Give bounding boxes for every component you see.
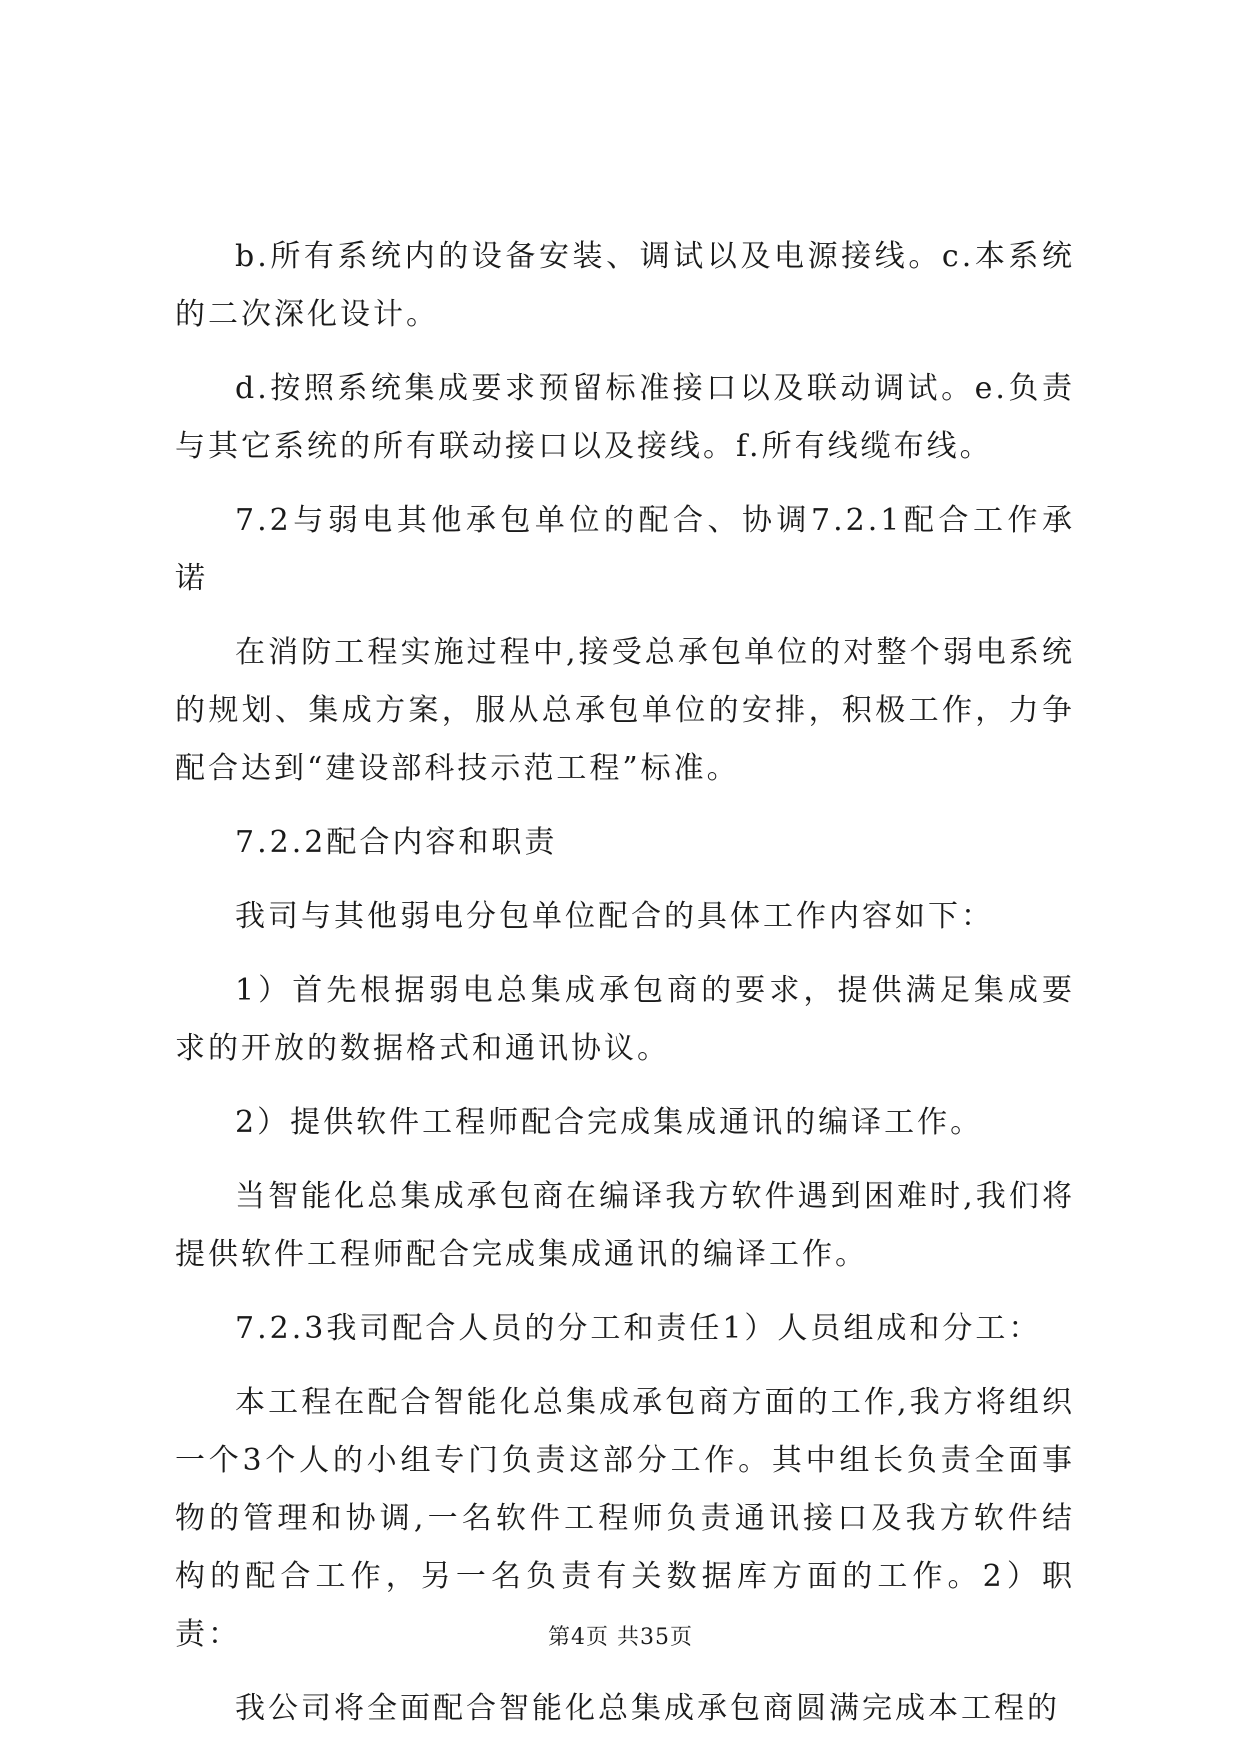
paragraph-7: 1）首先根据弱电总集成承包商的要求，提供满足集成要求的开放的数据格式和通讯协议。 [175, 973, 1075, 1066]
paragraph-6: 我司与其他弱电分包单位配合的具体工作内容如下： [235, 899, 994, 934]
page-number: 第4页 共35页 [548, 1625, 693, 1650]
paragraph-4: 在消防工程实施过程中,接受总承包单位的对整个弱电系统的规划、集成方案，服从总承包单位的安排，积极工作，力争配合达到“建设部科技示范工程”标准。 [175, 635, 1075, 786]
paragraph-3: 7.2与弱电其他承包单位的配合、协调7.2.1配合工作承诺 [175, 503, 1075, 596]
body-text [175, 228, 1075, 1754]
paragraph-5: 7.2.2配合内容和职责 [235, 825, 558, 860]
paragraph-11: 本工程在配合智能化总集成承包商方面的工作,我方将组织一个3个人的小组专门负责这部分工作。其中组长负责全面事物的管理和协调,一名软件工程师负责通讯接口及我方软件结构的配合工作，另一名负责有关数据库方面的工作。2）职责： [175, 1385, 1075, 1652]
paragraph-9: 当智能化总集成承包商在编译我方软件遇到困难时,我们将提供软件工程师配合完成集成通讯的编译工作。 [175, 1179, 1075, 1272]
paragraph-2: d.按照系统集成要求预留标准接口以及联动调试。e.负责与其它系统的所有联动接口以及接线。f.所有线缆布线。 [175, 371, 1075, 464]
paragraph-8: 2）提供软件工程师配合完成集成通讯的编译工作。 [235, 1105, 984, 1140]
page-footer [0, 1620, 1241, 1651]
paragraph-10: 7.2.3我司配合人员的分工和责任1）人员组成和分工： [235, 1311, 1042, 1346]
paragraph-12: 我公司将全面配合智能化总集成承包商圆满完成本工程的 [235, 1691, 1060, 1726]
paragraph-1: b.所有系统内的设备安装、调试以及电源接线。c.本系统的二次深化设计。 [175, 239, 1075, 332]
